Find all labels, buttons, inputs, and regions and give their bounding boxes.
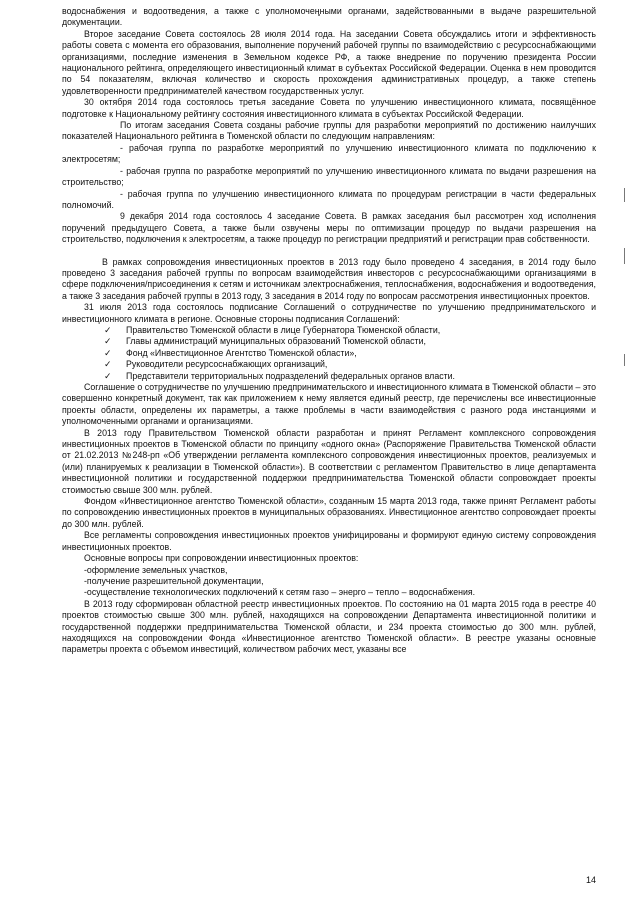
check-icon: ✓ bbox=[104, 336, 112, 347]
page-number: 14 bbox=[585, 874, 596, 885]
list-paragraph: - рабочая группа по разработке мероприятий по улучшению инвестиционного климата по выдачи разрешения на строительство; bbox=[62, 165, 596, 188]
scan-edge-mark bbox=[624, 354, 625, 366]
list-paragraph: -получение разрешительной документации, bbox=[84, 575, 264, 586]
check-icon: ✓ bbox=[104, 370, 112, 381]
paragraph: Фондом «Инвестиционное агентство Тюменской области», созданным 15 марта 2013 года, также принят Регламент работы по сопровождению инвестиционных проектов в муниципальных образованиях. Инвестиционное агентство сопровождает проекты до 300 млн. рублей. bbox=[62, 496, 596, 529]
paragraph: В 2013 году Правительством Тюменской области разработан и принят Регламент комплексного сопровождения инвестиционных проектов в Тюменской области по принципу «одного окна» (Распоряжение Правительства Тюменской области от 21.02.2013 №248-рп «Об утверждении регламента комплексного сопровождения инвестиционных проектов, реализуемых и (или) планируемых к реализации в Тюменской области»). В соответствии с регламентом Правительство в лице департамента инвестиционной политики и государственной поддержки предпринимательства Тюменской области сопровождает проекты стоимостью свыше 300 млн. рублей. bbox=[62, 427, 596, 495]
paragraph: По итогам заседания Совета созданы рабочие группы для разработки мероприятий по достижению наилучших показателей Национального рейтинга в Тюменской области по следующим направлениям: bbox=[62, 120, 596, 142]
check-icon: ✓ bbox=[104, 359, 112, 370]
list-paragraph: -осуществление технологических подключений к сетям газо – энерго – тепло – водоснабжения. bbox=[84, 587, 476, 598]
check-icon: ✓ bbox=[104, 347, 112, 358]
paragraph: В 2013 году сформирован областной реестр инвестиционных проектов. По состоянию на 01 марта 2015 года в реестре 40 проектов стоимостью свыше 300 млн. рублей, находящихся на сопровождении Департамента инвестиционной политики и государственной поддержки предпринимательства Тюменской области, и 234 проекта стоимостью до 300 млн. рублей, находящихся на сопровождении Фонда «Инвестиционное агентство Тюменской области». В реестре указаны основные параметры проекта с объемом инвестиций, количеством рабочих мест, указаны все bbox=[62, 598, 596, 655]
paragraph: Основные вопросы при сопровождении инвестиционных проектов: bbox=[84, 553, 359, 564]
check-icon: ✓ bbox=[104, 324, 112, 335]
list-item: ✓ Руководители ресурсоснабжающих организаций, bbox=[104, 359, 328, 370]
paragraph: водоснабжения и водоотведения, а также с уполномоченными органами, задействованными в выдаче разрешительной документации. bbox=[62, 6, 596, 28]
list-paragraph: - рабочая группа по улучшению инвестиционного климата по процедурам регистрации в части федеральных полномочий. bbox=[62, 188, 596, 210]
signatories-list bbox=[62, 325, 596, 382]
list-item: ✓ Главы администраций муниципальных образований Тюменской области, bbox=[104, 336, 426, 347]
list-item: ✓ Представители территориальных подразделений федеральных органов власти. bbox=[104, 370, 455, 381]
list-item: ✓ Правительство Тюменской области в лице Губернатора Тюменской области, bbox=[104, 324, 441, 335]
scan-edge-mark bbox=[624, 188, 625, 202]
list-item: ✓ Фонд «Инвестиционное Агентство Тюменской области», bbox=[104, 347, 357, 358]
paragraph: Все регламенты сопровождения инвестиционных проектов унифицированы и формируют единую систему сопровождения инвестиционных проектов. bbox=[62, 530, 596, 552]
paragraph: 31 июля 2013 года состоялось подписание Соглашений о сотрудничестве по улучшению предпринимательского и инвестиционного климата в регионе. Основные стороны подписания Соглашений: bbox=[62, 302, 596, 324]
document-page bbox=[62, 6, 596, 896]
paragraph: 9 декабря 2014 года состоялось 4 заседание Совета. В рамках заседания был рассмотрен ход исполнения поручений предыдущего Совета, а также были озвучены меры по оптимизации процедур по выдачи разрешения на строительство, подключения к электросетям, а также процедур по регистрации предприятий и регистрации прав собственности. bbox=[62, 211, 596, 245]
paragraph: 30 октября 2014 года состоялось третья заседание Совета по улучшению инвестиционного климата, посвящённое подготовке к Национальному рейтингу состояния инвестиционного климата в субъектах Российской Федерации. bbox=[62, 97, 596, 119]
paragraph: В рамках сопровождения инвестиционных проектов в 2013 году было проведено 4 заседания, в 2014 году было проведено 3 заседания рабочей группы по вопросам взаимодействия инвесторов с ресурсоснабжающими организациями в сфере подключения/присоединения к сетям и источникам электроснабжения, теплоснабжения, водоснабжения и водоотведения, а также 3 заседания рабочей группы в 2013 году, 3 заседания в 2014 году по вопросам рассмотрения инвестиционных проектов. bbox=[62, 256, 596, 301]
list-paragraph: - рабочая группа по разработке мероприятий по улучшению инвестиционного климата по подключению к электросетям; bbox=[62, 142, 596, 165]
paragraph: Соглашение о сотрудничестве по улучшению предпринимательского и инвестиционного климата в Тюменской области – это совершенно конкретный документ, так как приложением к нему является единый реестр, где перечислены все инвестиционные проекты области, определены их параметры, а также проблемы в части взаимодействия с разного рода инстанциями и уполномоченными органами и организациями. bbox=[62, 382, 596, 427]
scan-edge-mark bbox=[624, 248, 625, 264]
paragraph: Второе заседание Совета состоялось 28 июля 2014 года. На заседании Совета обсуждались итоги и эффективность работы совета с момента его образования, выполнение поручений рабочей группы по взаимодействию с ресурсоснабжающими организациями, последние изменения в Земельном кодексе РФ, а также внедрение по поручению президента России национального рейтинга, определяющего инвестиционный климат в субъектах Российской Федерации. Оценка в нем проводится по 54 показателям, включая количество и скорость прохождения административных процедур, а также степень удовлетворенности предпринимателей качеством государственных услуг. bbox=[62, 28, 596, 96]
list-paragraph: -оформление земельных участков, bbox=[84, 564, 228, 575]
spacer bbox=[62, 246, 596, 257]
